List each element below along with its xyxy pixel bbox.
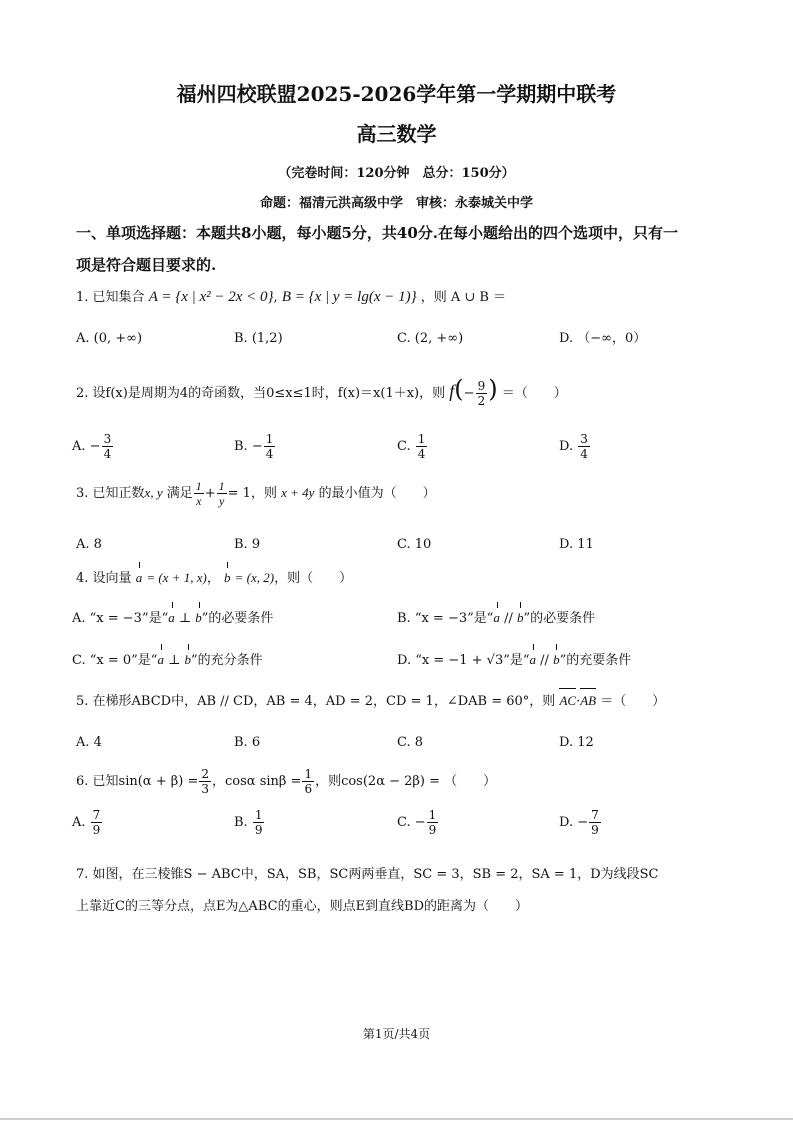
vector-ab: AB — [580, 693, 597, 708]
q4-option-b: B. “x = −3”是“a // b”的必要条件 — [397, 610, 596, 626]
q3-condition: = 1 — [227, 486, 251, 501]
q3-option-c: C. 10 — [397, 537, 432, 552]
exam-time-score: （完卷时间：120分钟 总分：150分） — [278, 166, 515, 181]
section1-heading-line2: 项是符合题目要求的. — [76, 256, 217, 274]
q2-tail: ＝（ ） — [501, 386, 567, 401]
question-2: 2. 设f(x)是周期为4的奇函数，当0≤x≤1时，f(x)＝x(1＋x)，则 f(− $\frac{9}{2}$ ) ＝（ ） — [76, 375, 567, 408]
page-number: 第1页/共4页 — [362, 1027, 431, 1041]
q1-option-c: C. (2, +∞) — [397, 331, 464, 346]
q6-fraction-2: $\frac{1}{6}$ — [304, 767, 313, 796]
q6-suffix: ，则cos(2α − 2β) = （ ） — [315, 774, 497, 789]
q4-prefix: 4. 设向量 — [76, 571, 132, 586]
exam-authors: 命题：福清元洪高级中学 审核：永泰城关中学 — [259, 196, 533, 211]
q5-option-b: B. 6 — [234, 735, 261, 750]
q3-vars: x, y — [144, 485, 163, 500]
q5-text: 5. 在梯形ABCD中，AB // CD，AB = 4，AD = 2，CD = 1，∠DAB = 60°，则 — [76, 694, 556, 709]
q2-fraction: $\frac{9}{2}$ — [477, 379, 486, 408]
q6-option-d: D. − $\frac{7}{9}$ — [559, 808, 599, 837]
q5-option-c: C. 8 — [397, 735, 424, 750]
q2-option-b: B. − $\frac{1}{4}$ — [234, 432, 274, 461]
q1-option-a: A. (0, +∞) — [76, 331, 143, 346]
q3-mid: 满足 — [166, 486, 193, 501]
q4-b-definition: = (x, 2) — [234, 570, 275, 585]
q5-tail: ＝（ ） — [600, 694, 666, 709]
q4-option-c: C. “x = 0”是“a ⊥ b”的充分条件 — [72, 652, 263, 668]
page-bottom-border — [0, 1118, 793, 1120]
q2-option-d: D. $\frac{3}{4}$ — [559, 432, 588, 461]
exam-title: 福州四校联盟2025-2026学年第一学期期中联考 — [176, 82, 617, 106]
vector-ac: AC — [559, 693, 577, 708]
q5-dot: · — [576, 694, 581, 709]
question-1: 1. 已知集合 A = {x | x² − 2x < 0}, B = {x | y = lg(x − 1)} ，则 A ∪ B ＝ — [76, 289, 507, 305]
q3-option-b: B. 9 — [234, 537, 261, 552]
q6-option-b: B. $\frac{1}{9}$ — [234, 808, 263, 837]
q1-option-b: B. (1,2) — [234, 331, 283, 346]
q1-option-d: D. （−∞，0） — [559, 331, 647, 346]
question-3: 3. 已知正数x, y 满足 $\frac{1}{x}$ + $\frac{1}{y}$ = 1，则 x + 4y 的最小值为（ ） — [76, 479, 436, 508]
question-7-line1: 7. 如图，在三棱锥S − ABC中，SA，SB，SC两两垂直，SC = 3，SB = 2，SA = 1，D为线段SC — [76, 867, 659, 882]
question-7-line2: 上靠近C的三等分点，点E为△ABC的重心，则点E到直线BD的距离为（ ） — [76, 899, 529, 914]
q2-option-a: A. − $\frac{3}{4}$ — [72, 432, 112, 461]
q4-suffix: ，则（ ） — [274, 571, 353, 586]
q2-text: 2. 设f(x)是周期为4的奇函数，当0≤x≤1时，f(x)＝x(1＋x)，则 — [76, 386, 446, 401]
q3-then: ，则 — [250, 486, 277, 501]
q1-set-b: B = {x | y = lg(x − 1)} — [281, 289, 417, 305]
q6-option-a: A. $\frac{7}{9}$ — [72, 808, 101, 837]
section1-heading-line1: 一、单项选择题：本题共8小题，每小题5分，共40分.在每小题给出的四个选项中，只有一 — [76, 224, 678, 242]
exam-subject: 高三数学 — [356, 122, 437, 146]
q2-option-c: C. $\frac{1}{4}$ — [397, 432, 426, 461]
q3-prefix: 3. 已知正数 — [76, 486, 145, 501]
q6-prefix: 6. 已知sin(α + β) = — [76, 774, 199, 789]
vector-a: a — [135, 570, 143, 585]
question-5 — [76, 692, 665, 711]
q4-option-a: A. “x = −3”是“a ⊥ b”的必要条件 — [72, 610, 274, 626]
q3-suffix: 的最小值为（ ） — [318, 486, 436, 501]
q6-mid: ，cosα sinβ = — [212, 774, 302, 789]
q3-option-d: D. 11 — [559, 537, 594, 552]
question-4: 4. 设向量 a = (x + 1, x)， b = (x, 2)，则（ ） — [76, 570, 353, 586]
question-6 — [76, 765, 496, 799]
q5-option-a: A. 4 — [76, 735, 102, 750]
vector-b: b — [223, 570, 231, 585]
q1-set-a: A = {x | x² − 2x < 0} — [148, 289, 274, 305]
q5-option-d: D. 12 — [559, 735, 594, 750]
q4-option-d: D. “x = −1 + √3”是“a // b”的充要条件 — [397, 652, 632, 668]
q6-fraction-1: $\frac{2}{3}$ — [201, 767, 209, 796]
q4-a-definition: = (x + 1, x) — [146, 570, 207, 585]
q3-expression: x + 4y — [281, 485, 315, 500]
q2-function: f — [449, 381, 455, 401]
q6-option-c: C. − $\frac{1}{9}$ — [397, 808, 437, 837]
q3-option-a: A. 8 — [76, 537, 102, 552]
q1-suffix: ，则 A ∪ B ＝ — [420, 290, 507, 305]
q1-prefix: 1. 已知集合 — [76, 290, 145, 305]
